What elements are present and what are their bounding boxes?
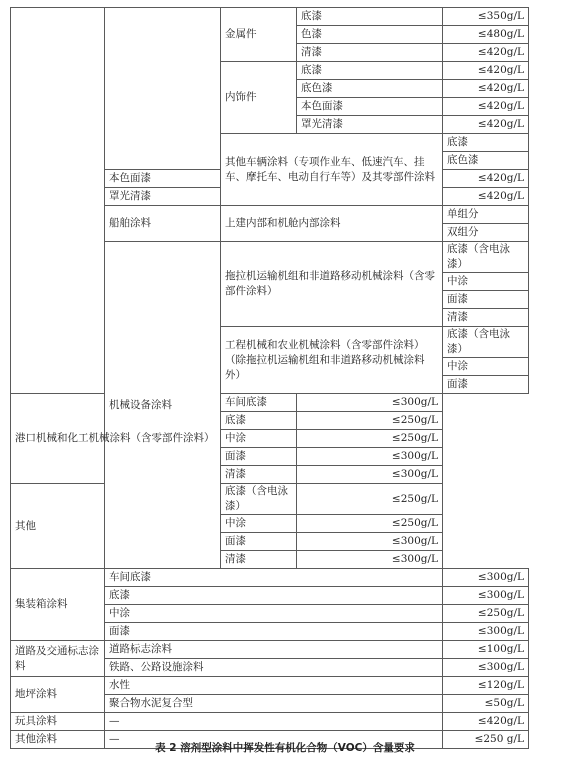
table-cell: 底漆 [297, 62, 443, 80]
table-cell: 车间底漆 [105, 569, 443, 587]
table-cell: 中涂 [443, 358, 529, 376]
table-cell: 中涂 [221, 430, 297, 448]
table-cell: 聚合物水泥复合型 [105, 695, 443, 713]
table-cell: 底漆 [443, 134, 529, 152]
table-cell: 双组分 [443, 224, 529, 242]
table-cell: 车间底漆 [221, 394, 297, 412]
table-row [11, 569, 529, 587]
voc-limit-cell: ≤50g/L [443, 695, 529, 713]
table-cell: 其他 [11, 484, 221, 569]
voc-limit-cell: ≤420g/L [443, 713, 529, 731]
voc-limit-cell: ≤350g/L [443, 8, 529, 26]
voc-limit-cell: ≤420g/L [443, 98, 529, 116]
table-cell: 面漆 [105, 623, 443, 641]
table-cell: 铁路、公路设施涂料 [105, 659, 443, 677]
table-row [11, 713, 529, 731]
table-cell: 底色漆 [297, 80, 443, 98]
table-cell: 上建内部和机舱内部涂料 [221, 206, 443, 242]
table-cell: 底色漆 [443, 152, 529, 170]
voc-limit-cell: ≤250g/L [297, 430, 443, 448]
voc-limit-cell: ≤300g/L [297, 533, 443, 551]
table-cell: 港口机械和化工机械涂料（含零部件涂料） [11, 394, 221, 484]
table-cell: 清漆 [221, 466, 297, 484]
table-cell: 中涂 [105, 605, 443, 623]
voc-limit-cell: ≤250g/L [297, 515, 443, 533]
table-cell: 机械设备涂料 [105, 242, 221, 569]
table-row [11, 484, 529, 515]
table-cell: 底漆（含电泳漆） [221, 484, 297, 515]
voc-limit-cell: ≤300g/L [297, 448, 443, 466]
table-cell: 单组分 [443, 206, 529, 224]
table-row [11, 677, 529, 695]
voc-limit-cell: ≤250g/L [297, 412, 443, 430]
table-cell: 工程机械和农业机械涂料（含零部件涂料）（除拖拉机运输机组和非道路移动机械涂料外） [221, 327, 443, 394]
voc-limit-cell: ≤300g/L [443, 569, 529, 587]
table-cell: 其他车辆涂料（专项作业车、低速汽车、挂车、摩托车、电动自行车等）及其零部件涂料 [221, 134, 443, 206]
voc-limit-cell: ≤420g/L [443, 170, 529, 188]
table-cell: 玩具涂料 [11, 713, 105, 731]
voc-limit-cell: ≤480g/L [443, 26, 529, 44]
table-cell: 底漆 [105, 587, 443, 605]
table-cell: 中涂 [443, 273, 529, 291]
voc-limit-cell: ≤420g/L [443, 116, 529, 134]
table-cell: 清漆 [221, 551, 297, 569]
table-cell: 清漆 [443, 309, 529, 327]
table-cell: 中涂 [221, 515, 297, 533]
voc-limit-cell: ≤300g/L [443, 587, 529, 605]
voc-limits-table [10, 7, 529, 749]
table-cell: 面漆 [221, 533, 297, 551]
table-cell: 底漆 [221, 412, 297, 430]
voc-limit-cell: ≤420g/L [443, 188, 529, 206]
table-caption: 表 2 溶剂型涂料中挥发性有机化合物（VOC）含量要求 [155, 742, 415, 754]
table-row [11, 394, 529, 412]
table-body [11, 8, 529, 749]
voc-limit-cell: ≤300g/L [443, 659, 529, 677]
table-cell: 底漆 [297, 8, 443, 26]
table-cell: 金属件 [221, 8, 297, 62]
voc-limit-cell: ≤250 g/L [443, 731, 529, 749]
voc-limit-cell: ≤250g/L [443, 605, 529, 623]
voc-limit-cell: ≤300g/L [297, 394, 443, 412]
voc-limit-cell: ≤420g/L [443, 62, 529, 80]
voc-limit-cell: ≤300g/L [443, 623, 529, 641]
table-row [11, 641, 529, 659]
table-cell [105, 8, 221, 170]
table-cell: 面漆 [221, 448, 297, 466]
table-cell: 地坪涂料 [11, 677, 105, 713]
table-cell: 底漆（含电泳漆） [443, 242, 529, 273]
voc-limit-cell: ≤250g/L [297, 484, 443, 515]
table-cell: 内饰件 [221, 62, 297, 134]
table-cell: 集装箱涂料 [11, 569, 105, 641]
table-cell: 本色面漆 [105, 170, 221, 188]
table-cell: 道路及交通标志涂料 [11, 641, 105, 677]
voc-limit-cell: ≤300g/L [297, 466, 443, 484]
table-cell: 清漆 [297, 44, 443, 62]
table-cell: 水性 [105, 677, 443, 695]
table-cell: 船舶涂料 [105, 206, 221, 242]
voc-limit-cell: ≤420g/L [443, 44, 529, 62]
voc-limit-cell: ≤420g/L [443, 80, 529, 98]
table-cell: — [105, 731, 443, 749]
table-row [11, 8, 529, 26]
table-cell: 底漆（含电泳漆） [443, 327, 529, 358]
table-cell: 面漆 [443, 376, 529, 394]
table-cell: 面漆 [443, 291, 529, 309]
table-cell: 道路标志涂料 [105, 641, 443, 659]
table-cell: 罩光清漆 [297, 116, 443, 134]
table-cell: 拖拉机运输机组和非道路移动机械涂料（含零部件涂料） [221, 242, 443, 327]
table-cell: 其他涂料 [11, 731, 105, 749]
document-body [10, 7, 529, 749]
voc-limit-cell: ≤100g/L [443, 641, 529, 659]
voc-limit-cell: ≤300g/L [297, 551, 443, 569]
table-cell: 色漆 [297, 26, 443, 44]
voc-limit-cell: ≤120g/L [443, 677, 529, 695]
table-cell: 本色面漆 [297, 98, 443, 116]
table-cell: — [105, 713, 443, 731]
table-cell [11, 8, 105, 394]
table-cell: 罩光清漆 [105, 188, 221, 206]
